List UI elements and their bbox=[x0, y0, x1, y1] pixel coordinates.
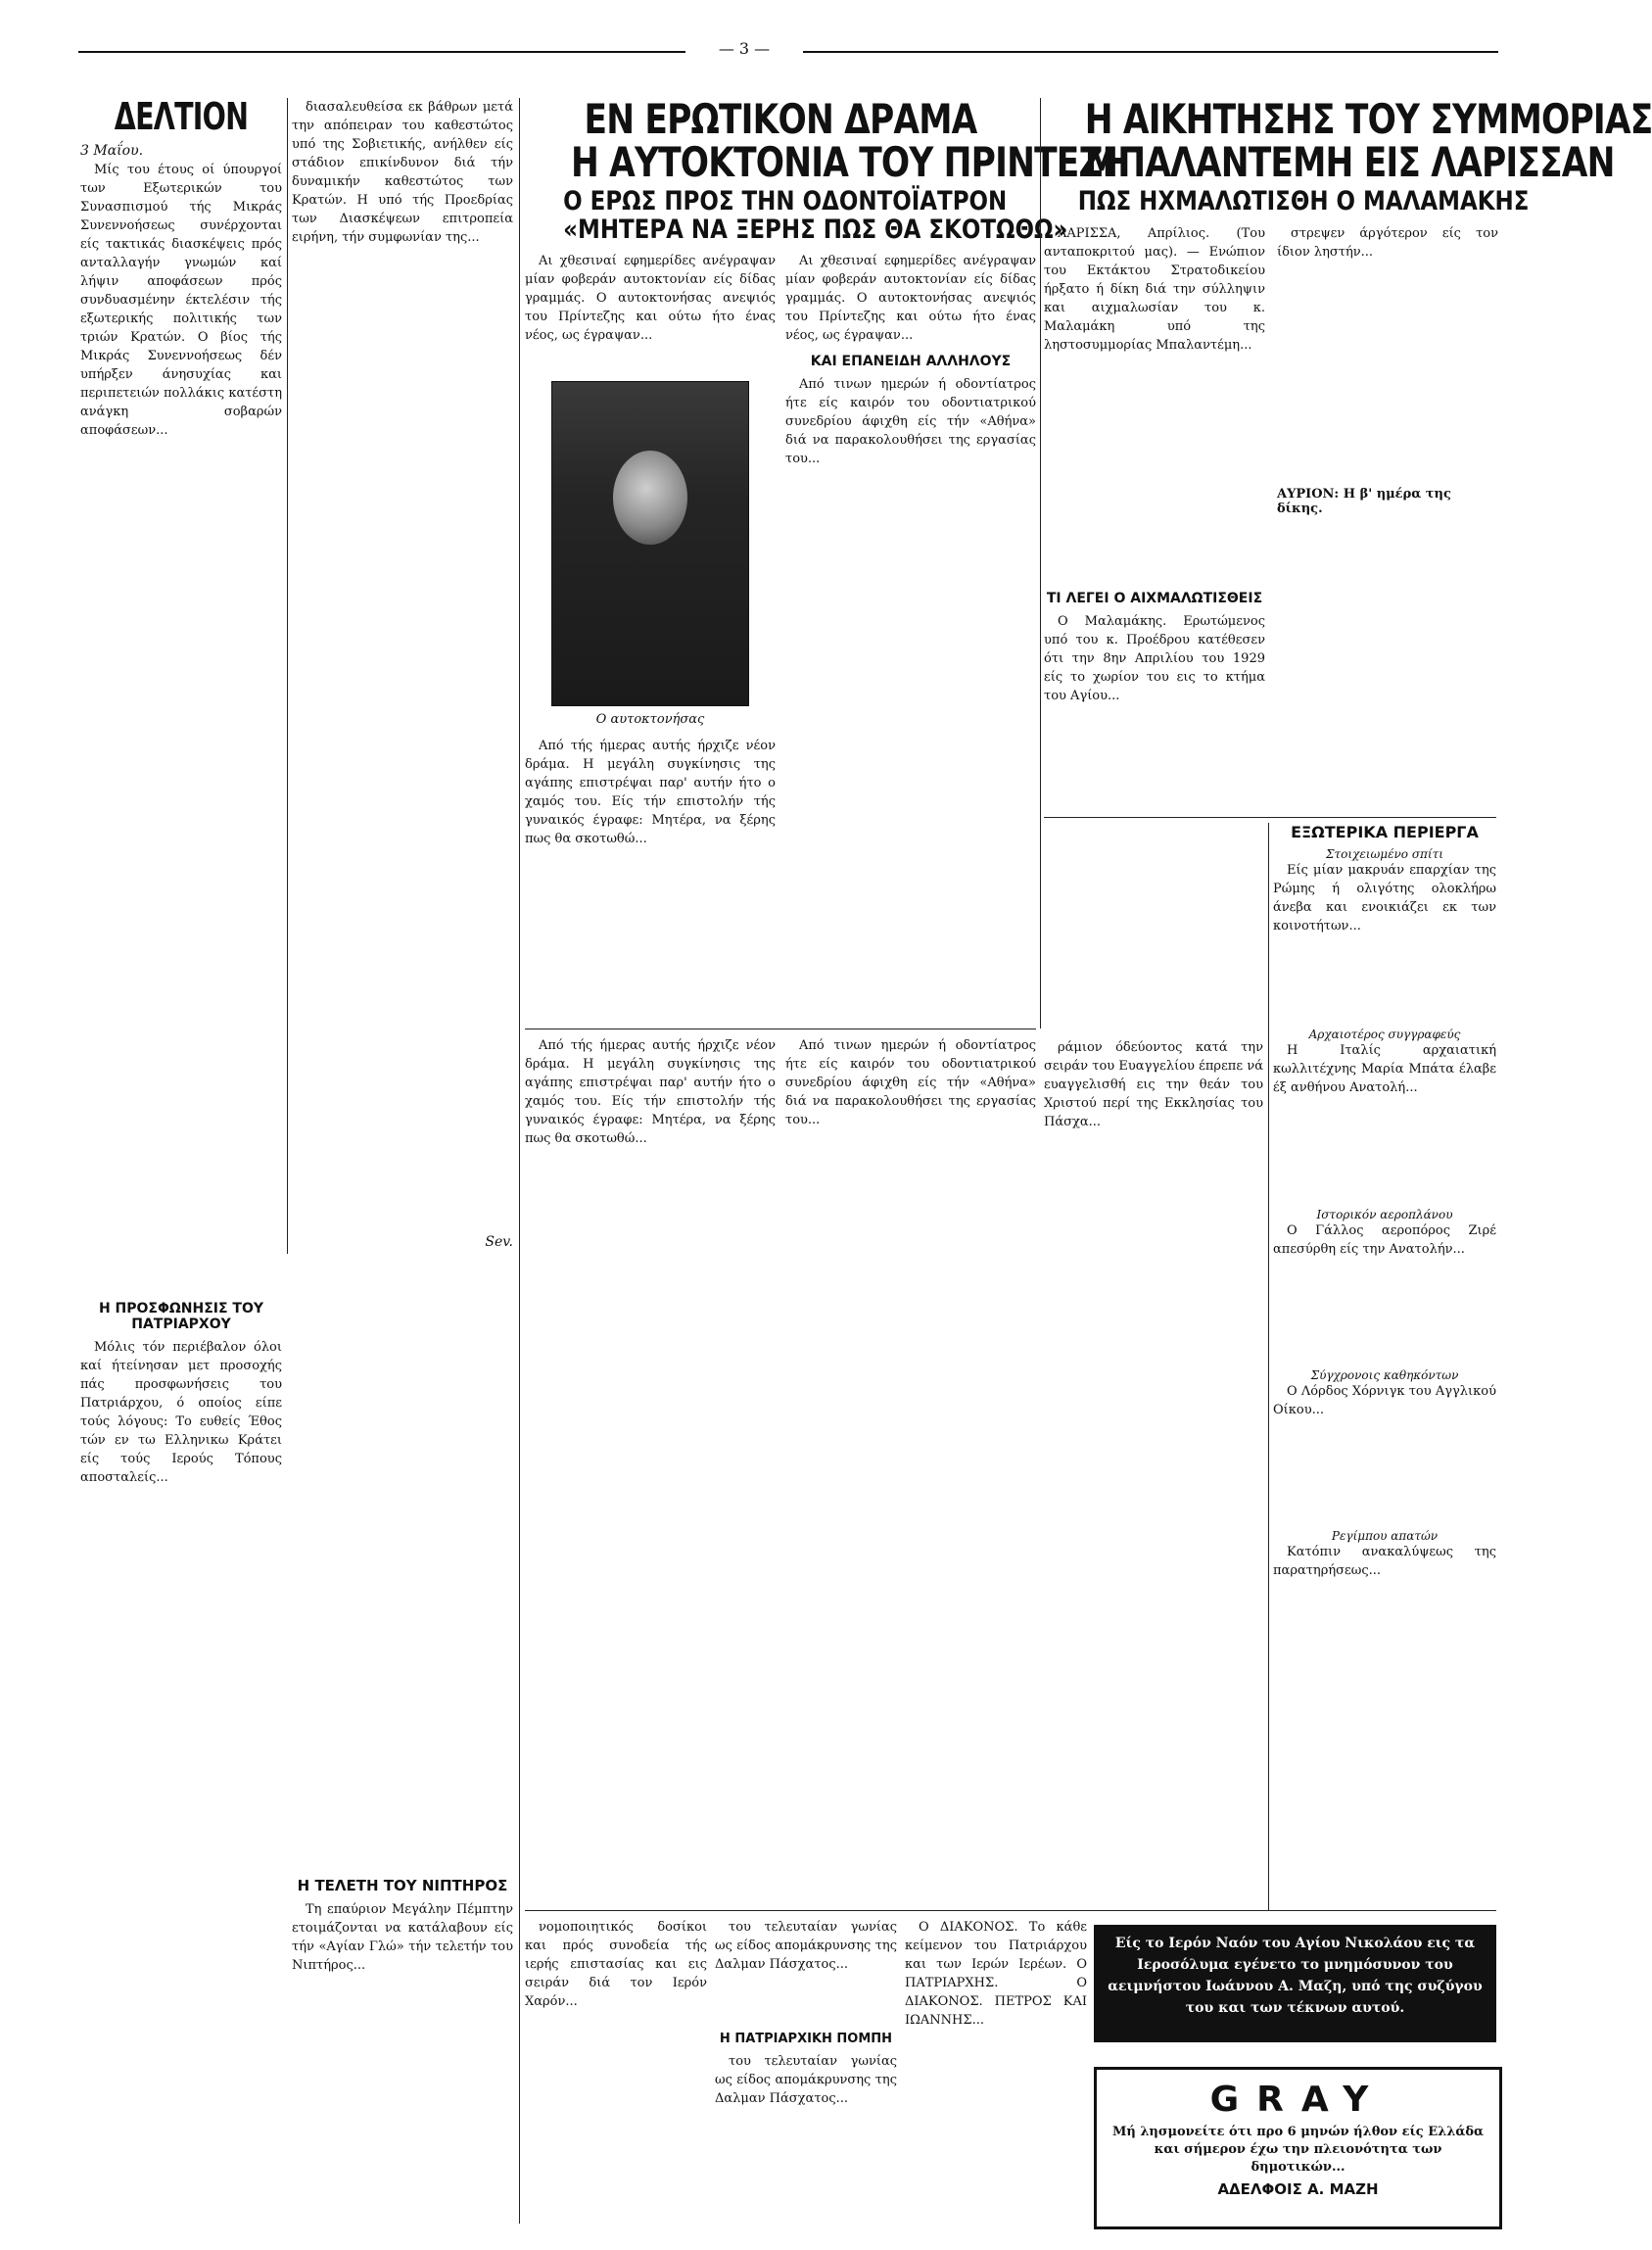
gang-continued: στρεψεν άργότερον είς τον ίδιον ληστήν... bbox=[1277, 225, 1498, 260]
next-hearing: ΑΥΡΙΟΝ: Η β' ημέρα της δίκης. bbox=[1277, 486, 1451, 516]
foreign-curiosities bbox=[1273, 823, 1496, 1910]
capture-headline: ΠΩΣ ΗΧΜΑΛΩΤΙΣΘΗ Ο ΜΑΛΑΜΑΚΗΣ bbox=[1077, 186, 1530, 217]
ad-text: Μή λησμονείτε ότι προ 6 μηνών ήλθον είς Ελλάδα και σήμερον έχω την πλειονότητα των δημοτικών... bbox=[1111, 2125, 1485, 2175]
larissa-headline: ΜΠΑΛΑΝΤΕΜΗ ΕΙΣ ΛΑΡΙΣΣΑΝ bbox=[1084, 138, 1615, 187]
drama-headline: ΕΝ ΕΡΩΤΙΚΟΝ ΔΡΑΜΑ bbox=[584, 95, 977, 143]
nipter-section-title: Η ΤΕΛΕΤΗ ΤΟΥ ΝΙΠΤΗΡΟΣ bbox=[297, 1877, 508, 1894]
captive-says-title: ΤΙ ΛΕΓΕΙ Ο ΑΙΧΜΑΛΩΤΙΣΘΕΙΣ bbox=[1046, 590, 1263, 606]
curiosity-4-body: Ο Λόρδος Χόρνιγκ του Αγγλικού Οίκου... bbox=[1273, 1384, 1496, 1417]
love-headline: Ο ΕΡΩΣ ΠΡΟΣ ΤΗΝ ΟΔΟΝΤΟΪΑΤΡΟΝ bbox=[563, 186, 1008, 217]
photo-caption: Ο αυτοκτονήσας bbox=[595, 711, 705, 727]
curiosities-title: ΕΞΩΤΕΡΙΚΑ ΠΕΡΙΕΡΓΑ bbox=[1291, 823, 1479, 841]
drama-bottom-right: Από τινων ημερών ή οδοντίατρος ήτε είς καιρόν του οδοντιατρικού συνεδρίου άφιχθη είς τήν «Αθήνα» διά να παρακολουθήσει της εργασίας του... bbox=[785, 1038, 1036, 1127]
section-rule bbox=[525, 1910, 1496, 1911]
curiosity-1-body: Είς μίαν μακρυάν επαρχίαν της Ρώμης ή ολιγότης ολοκλήρω άνεβα και ενοικιάζει εκ των κοινοτήτων... bbox=[1273, 863, 1496, 934]
curiosity-5-heading: Ρεγίμπου απατών bbox=[1331, 1529, 1439, 1543]
column-rule bbox=[1040, 98, 1041, 1029]
ad-signature: ΑΔΕΛΦΟΙΣ Α. ΜΑΖΗ bbox=[1217, 2180, 1379, 2198]
patriarchal-procession bbox=[525, 1918, 1089, 2222]
editorial-body: Μίς του έτους οί ύπουργοί των Εξωτερικών του Συνασπισμού τής Μικράς Συνεννοήσεως συνέρχονται είς τακτικάς διασκέψεις πρός ανταλλαγήν γνωμών καί λήψιν αποφάσεων πρός συνδυασμένην έκτελέσιν τής εξωτερικής πολιτικής των τριών Κρατών. Ο βίος τής Μικράς Συνεννοήσεως δέν υπήρξεν άνησυχίας και περιπετειών πολλάκις κατέστη ανάγκη σοβαρών αποφάσεων... bbox=[80, 162, 282, 438]
gang-lead: ΛΑΡΙΣΣΑ, Απρίλιος. (Του ανταποκριτού μας). — Ενώπιον του Εκτάκτου Στρατοδικείου ήρξατο ή δίκη διά την σύλληψιν και αιχμαλωσίαν του κ. Μαλαμάκη υπό της ληστοσυμμορίας Μπαλαντέμη... bbox=[1044, 225, 1265, 353]
column-3 bbox=[525, 95, 1130, 1029]
ad-brand: GRAY bbox=[1209, 2080, 1387, 2120]
curiosity-5-body: Κατόπιν ανακαλύψεως της παρατηρήσεως... bbox=[1273, 1545, 1496, 1578]
met-again-title: ΚΑΙ ΕΠΑΝΕΙΔΗ ΑΛΛΗΛΟΥΣ bbox=[810, 353, 1012, 369]
procession-col-b: του τελευταίαν γωνίας ως είδος απομάκρυνσης της Δαλμαν Πάσχατος... bbox=[715, 1920, 897, 1972]
patriarch-section-title: Η ΠΡΟΣΦΩΝΗΣΙΣ ΤΟΥ ΠΑΤΡΙΑΡΧΟΥ bbox=[98, 1300, 264, 1332]
editorial-signature: Sev. bbox=[485, 1234, 513, 1250]
page-number: — 3 — bbox=[685, 39, 803, 58]
curiosity-3-heading: Ιστορικόν αεροπλάνου bbox=[1316, 1208, 1453, 1221]
procession-col-a: νομοποιητικός δοσίκοι και πρός συνοδεία τής ιερής επιστασίας και εις σειράν διά τον Ιερόν Χαρόν... bbox=[525, 1920, 707, 2009]
met-again-body: Από τινων ημερών ή οδοντίατρος ήτε είς καιρόν του οδοντιατρικού συνεδρίου άφιχθη είς τήν «Αθήνα» διά να παρακολουθήσει της εργασίας του... bbox=[785, 376, 1036, 466]
procession-title: Η ΠΑΤΡΙΑΡΧΙΚΗ ΠΟΜΠΗ bbox=[719, 2032, 893, 2046]
column-rule bbox=[287, 98, 288, 1254]
gray-advertisement bbox=[1094, 2067, 1502, 2229]
gang-lower bbox=[1044, 1038, 1263, 1910]
captive-says-body: Ο Μαλαμάκης. Ερωτώμενος υπό του κ. Προέδρου κατέθεσεν ότι την 8ην Απριλίου του 1929 είς το χωρίον του εις το κτήμα του Αγίου... bbox=[1044, 613, 1265, 703]
section-rule bbox=[1044, 817, 1496, 818]
nipter-section-body: Τη επαύριον Μεγάλην Πέμπτην ετοιμάζονται να κατάλαβουν είς τήν «Αγίαν Γλώ» τήν τελετήν του Νιπτήρος... bbox=[292, 1902, 513, 1973]
procession-col-c: Ο ΔΙΑΚΟΝΟΣ. Το κάθε κείμενον του Πατριάρχου και των Ιερών Ιερέων. Ο ΠΑΤΡΙΑΡΧΗΣ. Ο ΔΙΑΚΟΝΟΣ. ΠΕΤΡΟΣ ΚΑΙ ΙΩΑΝΝΗΣ... bbox=[905, 1920, 1087, 2028]
column-2 bbox=[292, 98, 513, 2224]
curiosity-3-body: Ο Γάλλος αεροπόρος Ζιρέ απεσύρθη είς την Ανατολήν... bbox=[1273, 1223, 1496, 1257]
gang-lower-body: ράμιον όδεύοντος κατά την σειράν του Ευαγγελίου έπρεπε νά ευαγγελισθή εις την θεάν του Χριστού περί της Εκκλησίας του Πάσχα... bbox=[1044, 1040, 1263, 1129]
column-rule bbox=[519, 98, 520, 2224]
gang-headline: Η ΑΙΚΗΤΗΣΗΣ ΤΟΥ ΣΥΜΜΟΡΙΑΣ bbox=[1084, 95, 1652, 143]
drama-body: Από τής ήμερας αυτής ήρχιζε νέον δράμα. Η μεγάλη συγκίνησις της αγάπης επιστρέψαι παρ' αυτήν ήτο ο χαμός του. Είς τήν επιστολήν τής γυναικός έγραφε: Μητέρα, να ξέρης πως θα σκοτωθώ... bbox=[525, 738, 776, 846]
quote-headline: «ΜΗΤΕΡΑ ΝΑ ΞΕΡΗΣ ΠΩΣ ΘΑ ΣΚΟΤΩΘΩ» bbox=[563, 214, 1068, 245]
memorial-notice: Είς το Ιερόν Ναόν του Αγίου Νικολάου εις τα Ιεροσόλυμα εγένετο το μνημόσυνον του αειμνήστου Ιωάννου Α. Μαζη, υπό της συζύγου του και των τέκνων αυτού. bbox=[1094, 1925, 1496, 2042]
patriarch-section-body: Μόλις τόν περιέβαλον όλοι καί ήτείνησαν μετ προσοχής πάς προσφωνήσεις του Πατριάρχου, ό οποίος είπε τούς λόγους: Το ευθείς Έθος τών εν τω Ελληνικω Κράτει είς τούς Ιερούς Τόπους αποσταλείς... bbox=[80, 1339, 282, 1485]
portrait-face bbox=[613, 451, 687, 545]
drama-lead-right: Αι χθεσιναί εφημερίδες ανέγραψαν μίαν φοβεράν αυτοκτονίαν είς δίδας γραμμάς. Ο αυτοκτονήσας ανεψιός του Πρίντεζης και ούτω ήτο ένας νέος, ως έγραψαν... bbox=[785, 253, 1036, 343]
curiosity-1-heading: Στοιχειωμένο σπίτι bbox=[1326, 847, 1443, 861]
portrait-photo bbox=[551, 381, 749, 706]
editorial-dateline: 3 Μαΐου. bbox=[80, 142, 144, 159]
editorial-continued: διασαλευθείσα εκ βάθρων μετά την απόπειραν του καθεστώτος υπό της Σοβιετικής, ανήλθεν είς στάδιον επικίνδυνον διά τήν δυναμικήν καθεστώτος των Κρατών. Η υπό τής Προεδρίας των Διασκέψεων επιτροπεία ειρήνη, τήν συμφωνίαν της... bbox=[292, 100, 513, 245]
curiosity-4-heading: Σύγχρονοις καθηκόντων bbox=[1310, 1368, 1459, 1382]
curiosity-2-body: Η Ιταλίς αρχαιατική κωλλιτέχνης Μαρία Μπάτα έλαβε έξ ανθήνου Ανατολή... bbox=[1273, 1043, 1496, 1095]
suicide-headline: Η ΑΥΤΟΚΤΟΝΙΑ ΤΟΥ ΠΡΙΝΤΕΖΗ bbox=[570, 138, 1130, 187]
drama-bottom-left: Από τής ήμερας αυτής ήρχιζε νέον δράμα. Η μεγάλη συγκίνησις της αγάπης επιστρέψαι παρ' αυτήν ήτο ο χαμός του. Είς τήν επιστολήν τής γυναικός έγραφε: Μητέρα, να ξέρης πως θα σκοτωθώ... bbox=[525, 1038, 776, 1146]
curiosity-2-heading: Αρχαιοτέρος συγγραφεύς bbox=[1308, 1028, 1461, 1041]
center-bottom bbox=[525, 1036, 1036, 1918]
drama-lead: Αι χθεσιναί εφημερίδες ανέγραψαν μίαν φοβεράν αυτοκτονίαν είς δίδας γραμμάς. Ο αυτοκτονήσας ανεψιός του Πρίντεζης και ούτω ήτο ένας νέος, ως έγραψαν... bbox=[525, 253, 776, 343]
column-1 bbox=[80, 95, 282, 2224]
editorial-title: ΔΕΛΤΙΟΝ bbox=[114, 95, 249, 138]
column-rule bbox=[1268, 823, 1269, 1910]
procession-body: του τελευταίαν γωνίας ως είδος απομάκρυνσης της Δαλμαν Πάσχατος... bbox=[715, 2054, 897, 2106]
